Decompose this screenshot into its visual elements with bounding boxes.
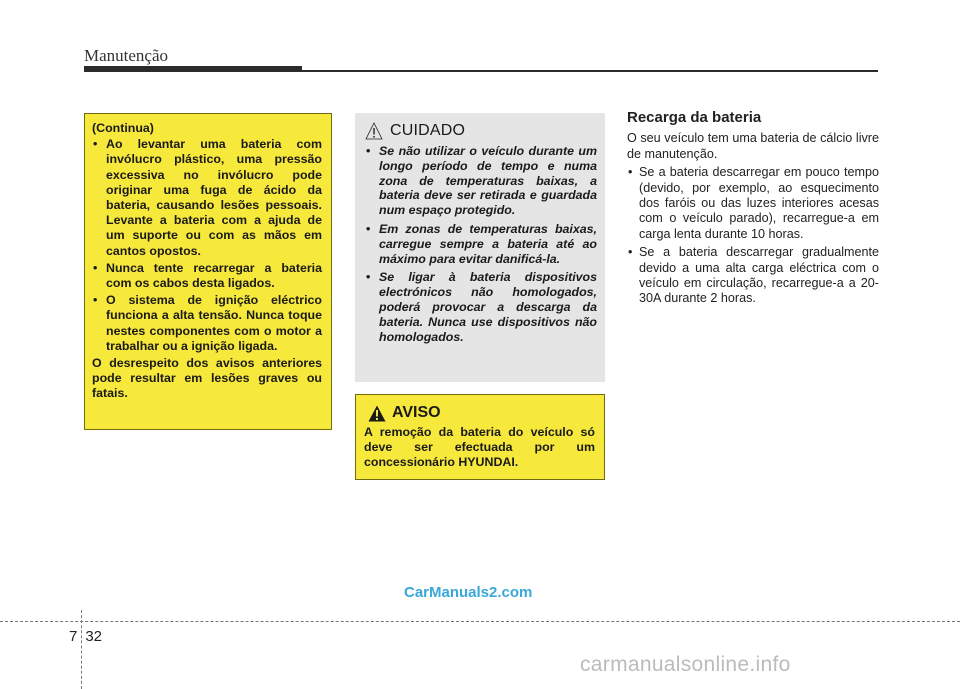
- page-number: [69, 628, 102, 645]
- header-rule-thick: [84, 66, 302, 72]
- footer-divider: [0, 621, 960, 622]
- warning-triangle-outline-icon: [365, 122, 383, 140]
- caution-title: CUIDADO: [390, 122, 466, 139]
- warning-box: [84, 113, 332, 430]
- warning-list: [92, 137, 322, 354]
- caution-bullet: • Em zonas de temperaturas baixas, carregue sempre a bateria até ao máximo para evitar danificá-la.: [365, 222, 597, 266]
- section-title: Manutenção: [84, 46, 169, 65]
- caution-bullet: • Se não utilizar o veículo durante um longo período de tempo e numa zona de temperaturas baixas, a bateria deve ser retirada e guardada num espaço protegido.: [365, 144, 597, 218]
- caution-list: [365, 144, 597, 344]
- main-heading: Recarga da bateria: [627, 109, 762, 126]
- main-bullet: • Se a bateria descarregar gradualmente devido a uma alta carga eléctrica com o veículo em circulação, recarregue-a a 20-30A durante 2 horas.: [627, 245, 879, 307]
- caution-header: [365, 121, 597, 141]
- notice-title: AVISO: [392, 404, 441, 421]
- header-rule-thin: [302, 70, 878, 72]
- notice-body: A remoção da bateria do veículo só deve ser efectuada por um concessionário HYUNDAI.: [364, 425, 595, 469]
- chapter-number: 7: [69, 628, 78, 645]
- warning-bullet: • O sistema de ignição eléctrico funciona a alta tensão. Nunca toque nestes componentes com o motor a trabalhar ou a ignição ligada.: [92, 293, 322, 354]
- notice-box: [355, 394, 605, 480]
- notice-header: [364, 403, 595, 423]
- main-intro: O seu veículo tem uma bateria de cálcio livre de manutenção.: [627, 131, 879, 161]
- warning-bullet: • Nunca tente recarregar a bateria com os cabos desta ligados.: [92, 261, 322, 291]
- warning-bullet: • Ao levantar uma bateria com invólucro plástico, uma pressão excessiva no invólucro pode originar uma fuga de ácido da bateria, causando lesões pessoais. Levante a bateria com a ajuda de um suporte ou com as mãos em cantos opostos.: [92, 137, 322, 259]
- footer-vertical-divider: [81, 610, 82, 689]
- main-list: [627, 165, 879, 307]
- main-bullet: • Se a bateria descarregar em pouco tempo (devido, por exemplo, ao esquecimento dos faróis ou das luzes interiores acesas com o veículo parado), recarregue-a em carga lenta durante 10 horas.: [627, 165, 879, 242]
- caution-box: [355, 113, 605, 382]
- site-watermark: carmanualsonline.info: [580, 653, 791, 676]
- main-column: [627, 110, 879, 310]
- warning-triangle-filled-icon: [368, 405, 386, 422]
- watermark-link[interactable]: CarManuals2.com: [404, 584, 533, 601]
- caution-bullet: • Se ligar à bateria dispositivos electrónicos não homologados, poderá provocar a descarga da bateria. Nunca use dispositivos não homologados.: [365, 270, 597, 344]
- page-number-value: 32: [85, 628, 103, 645]
- continued-label: (Continua): [92, 121, 154, 135]
- warning-tail: O desrespeito dos avisos anteriores pode resultar em lesões graves ou fatais.: [92, 356, 322, 401]
